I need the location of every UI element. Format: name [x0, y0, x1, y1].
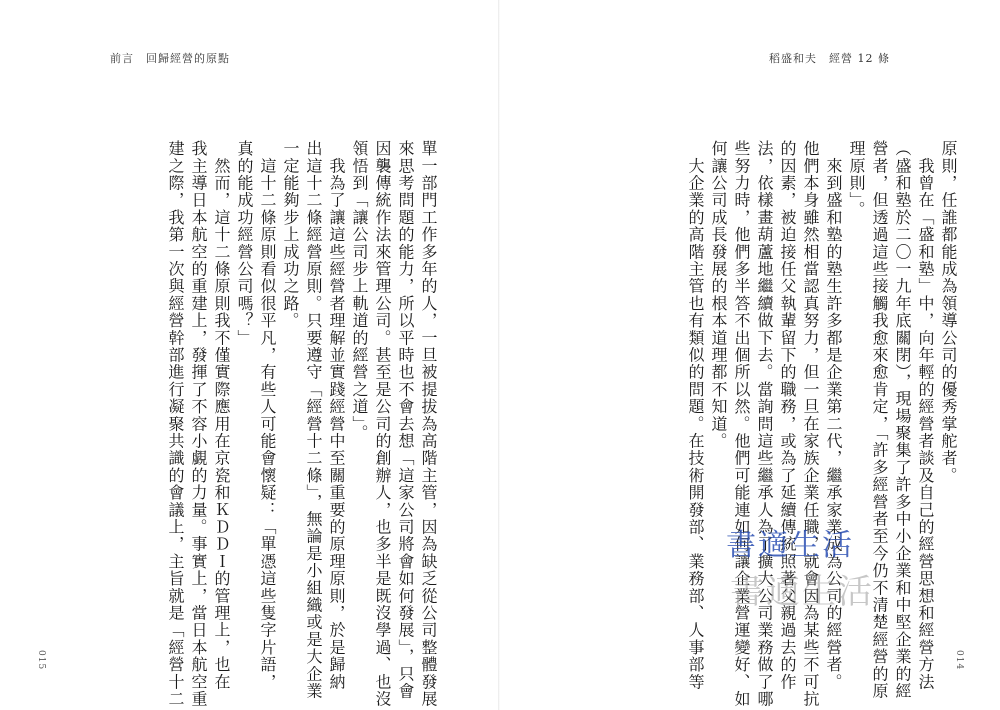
text-column: 我為了讓這些經營者理解並實踐經營中至關重要的原理原則，於是歸納 — [327, 140, 346, 691]
text-column: 營者，但透過這些接觸我愈來愈肯定，「許多經營者至今仍不清楚經營的原 — [870, 140, 889, 700]
text-column: 原則，任誰都能成為領導公司的優秀掌舵者。 — [939, 140, 958, 484]
watermark-text-secondary: 書適生活 — [730, 572, 874, 612]
text-column: 一定能夠步上成功之路。 — [281, 140, 300, 330]
text-column: 單一部門工作多年的人，一旦被提拔為高階主管，因為缺乏從公司整體發展 — [419, 140, 438, 708]
left-running-head: 前言 回歸經營的原點 — [110, 52, 230, 65]
text-column: 何讓公司成長發展的根本道理都不知道。 — [709, 140, 728, 450]
text-column: 來思考問題的能力，所以平時也不會去想「這家公司將會如何發展」，只會 — [396, 140, 415, 700]
text-column: 大企業的高階主管也有類似的問題。在技術開發部、業務部、人事部等 — [686, 140, 705, 691]
left-body-text — [120, 140, 440, 708]
left-page-number: 015 — [36, 650, 46, 671]
text-column: 我主導日本航空的重建上，發揮了不容小覷的力量。事實上，當日本航空重 — [189, 140, 208, 708]
right-page-number: 014 — [954, 650, 964, 671]
watermark — [726, 520, 876, 610]
text-column: 的因素，被迫接任父執輩留下的職務，或為了延續傳統照著父親過去的作 — [778, 140, 797, 691]
text-column: 建之際，我第一次與經營幹部進行凝聚共識的會議上，主旨就是「經營十二 — [166, 140, 185, 708]
text-column: 來到盛和塾的塾生許多都是企業第二代，繼承家業成為公司的經營者。 — [824, 140, 843, 691]
text-column: 出這十二條經營原則。只要遵守「經營十二條」，無論是小組織或是大企業 — [304, 140, 323, 700]
text-column: 我曾在「盛和塾」中，向年輕的經營者談及自己的經營思想和經營方法 — [916, 140, 935, 691]
text-column: 他們本身雖然相當認真努力，但一旦在家族企業任職，就會因為某些不可抗 — [801, 140, 820, 708]
text-column: 領悟到「讓公司步上軌道的經營之道」。 — [350, 140, 369, 442]
right-page — [500, 0, 1000, 710]
text-column: 然而，這十二條原則我不僅實際應用在京瓷和ＫＤＤＩ的管理上，也在 — [212, 140, 231, 691]
watermark-text-primary: 書適生活 — [726, 528, 854, 563]
text-column: 因襲傳統作法來管理公司。甚至是公司的創辦人，也多半是既沒學過、也沒 — [373, 140, 392, 708]
text-column: 真的能成功經營公司嗎？」 — [235, 140, 254, 347]
right-running-head: 稻盛和夫 經營 12 條 — [769, 52, 890, 65]
text-column: （盛和塾於二〇一九年底關閉），現場聚集了許多中小企業和中堅企業的經 — [893, 140, 912, 700]
text-column: 些努力時，他們多半答不出個所以然。他們可能連如何讓企業營運變好、如 — [732, 140, 751, 708]
text-column: 理原則」。 — [847, 140, 866, 218]
text-column: 法，依樣畫葫蘆地繼續做下去。當詢問這些繼承人為了擴大公司業務做了哪 — [755, 140, 774, 708]
text-column: 這十二條原則看似很平凡，有些人可能會懷疑：「單憑這些隻字片語， — [258, 140, 277, 691]
